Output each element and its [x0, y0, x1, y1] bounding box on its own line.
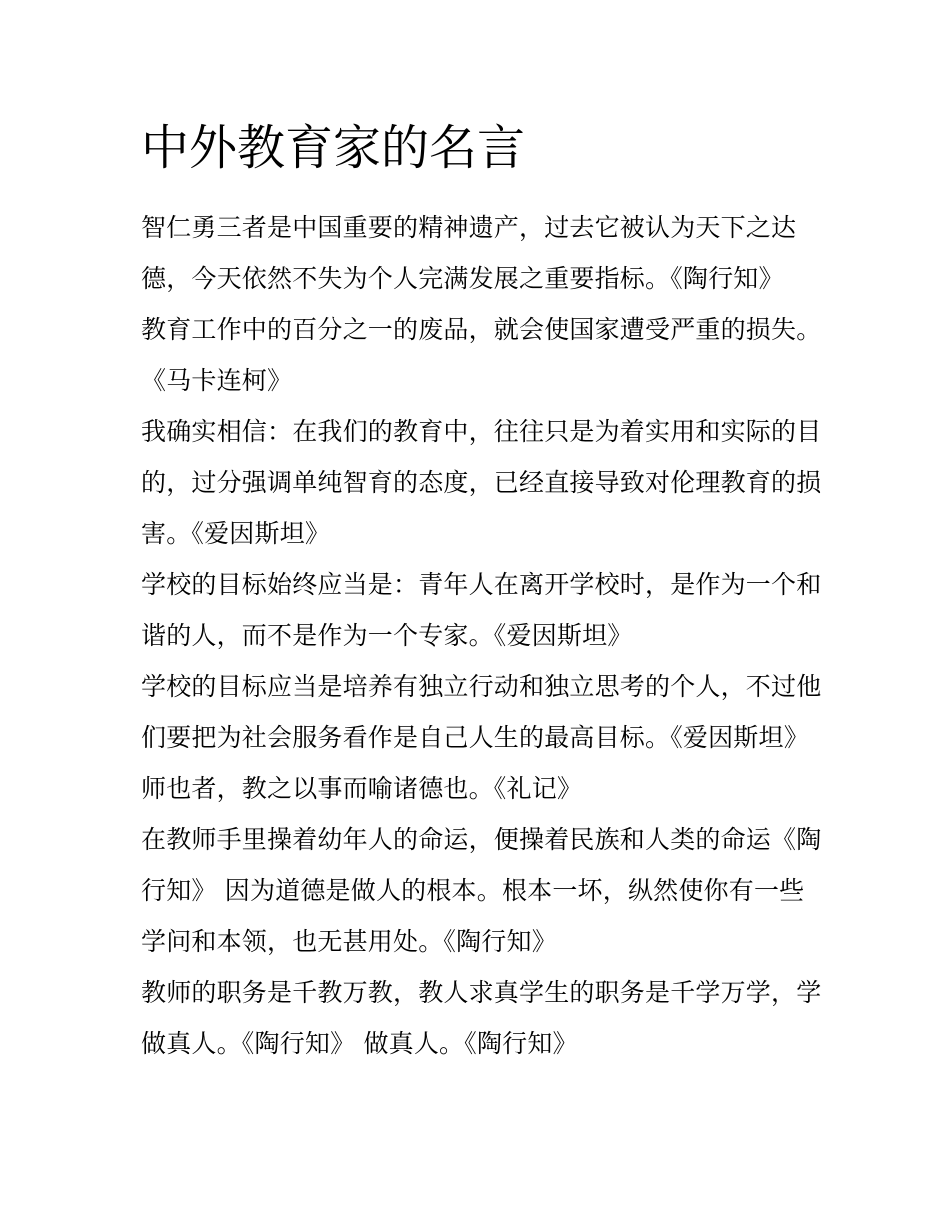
text-line: 教育工作中的百分之一的废品，就会使国家遭受严重的损失。 — [141, 315, 822, 344]
text-line: 行知》 因为道德是做人的根本。根本一坏，纵然使你有一些 — [141, 876, 805, 905]
text-line: 害。《爱因斯坦》 — [141, 519, 331, 548]
text-line: 《马卡连柯》 — [141, 366, 293, 395]
text-line: 在教师手里操着幼年人的命运，便操着民族和人类的命运《陶 — [141, 825, 822, 854]
document-body — [141, 116, 821, 1069]
text-line: 做真人。《陶行知》 做真人。《陶行知》 — [141, 1029, 578, 1058]
text-line: 师也者，教之以事而喻诸德也。《礼记》 — [141, 774, 583, 803]
text-line: 谐的人，而不是作为一个专家。《爱因斯坦》 — [141, 621, 633, 650]
page-title: 中外教育家的名言 — [141, 120, 526, 176]
text-line: 学问和本领，也无甚用处。《陶行知》 — [141, 927, 557, 956]
text-line: 学校的目标应当是培养有独立行动和独立思考的个人，不过他 — [141, 672, 822, 701]
text-line: 我确实相信：在我们的教育中，往往只是为着实用和实际的目 — [141, 417, 822, 446]
text-line: 学校的目标始终应当是：青年人在离开学校时，是作为一个和 — [141, 570, 822, 599]
text-line: 德，今天依然不失为个人完满发展之重要指标。《陶行知》 — [141, 264, 784, 293]
text-line: 教师的职务是千教万教，教人求真学生的职务是千学万学，学 — [141, 978, 822, 1007]
text-line: 智仁勇三者是中国重要的精神遗产，过去它被认为天下之达 — [141, 213, 797, 242]
text-line: 们要把为社会服务看作是自己人生的最高目标。《爱因斯坦》 — [141, 723, 809, 752]
text-line: 的，过分强调单纯智育的态度，已经直接导致对伦理教育的损 — [141, 468, 822, 497]
